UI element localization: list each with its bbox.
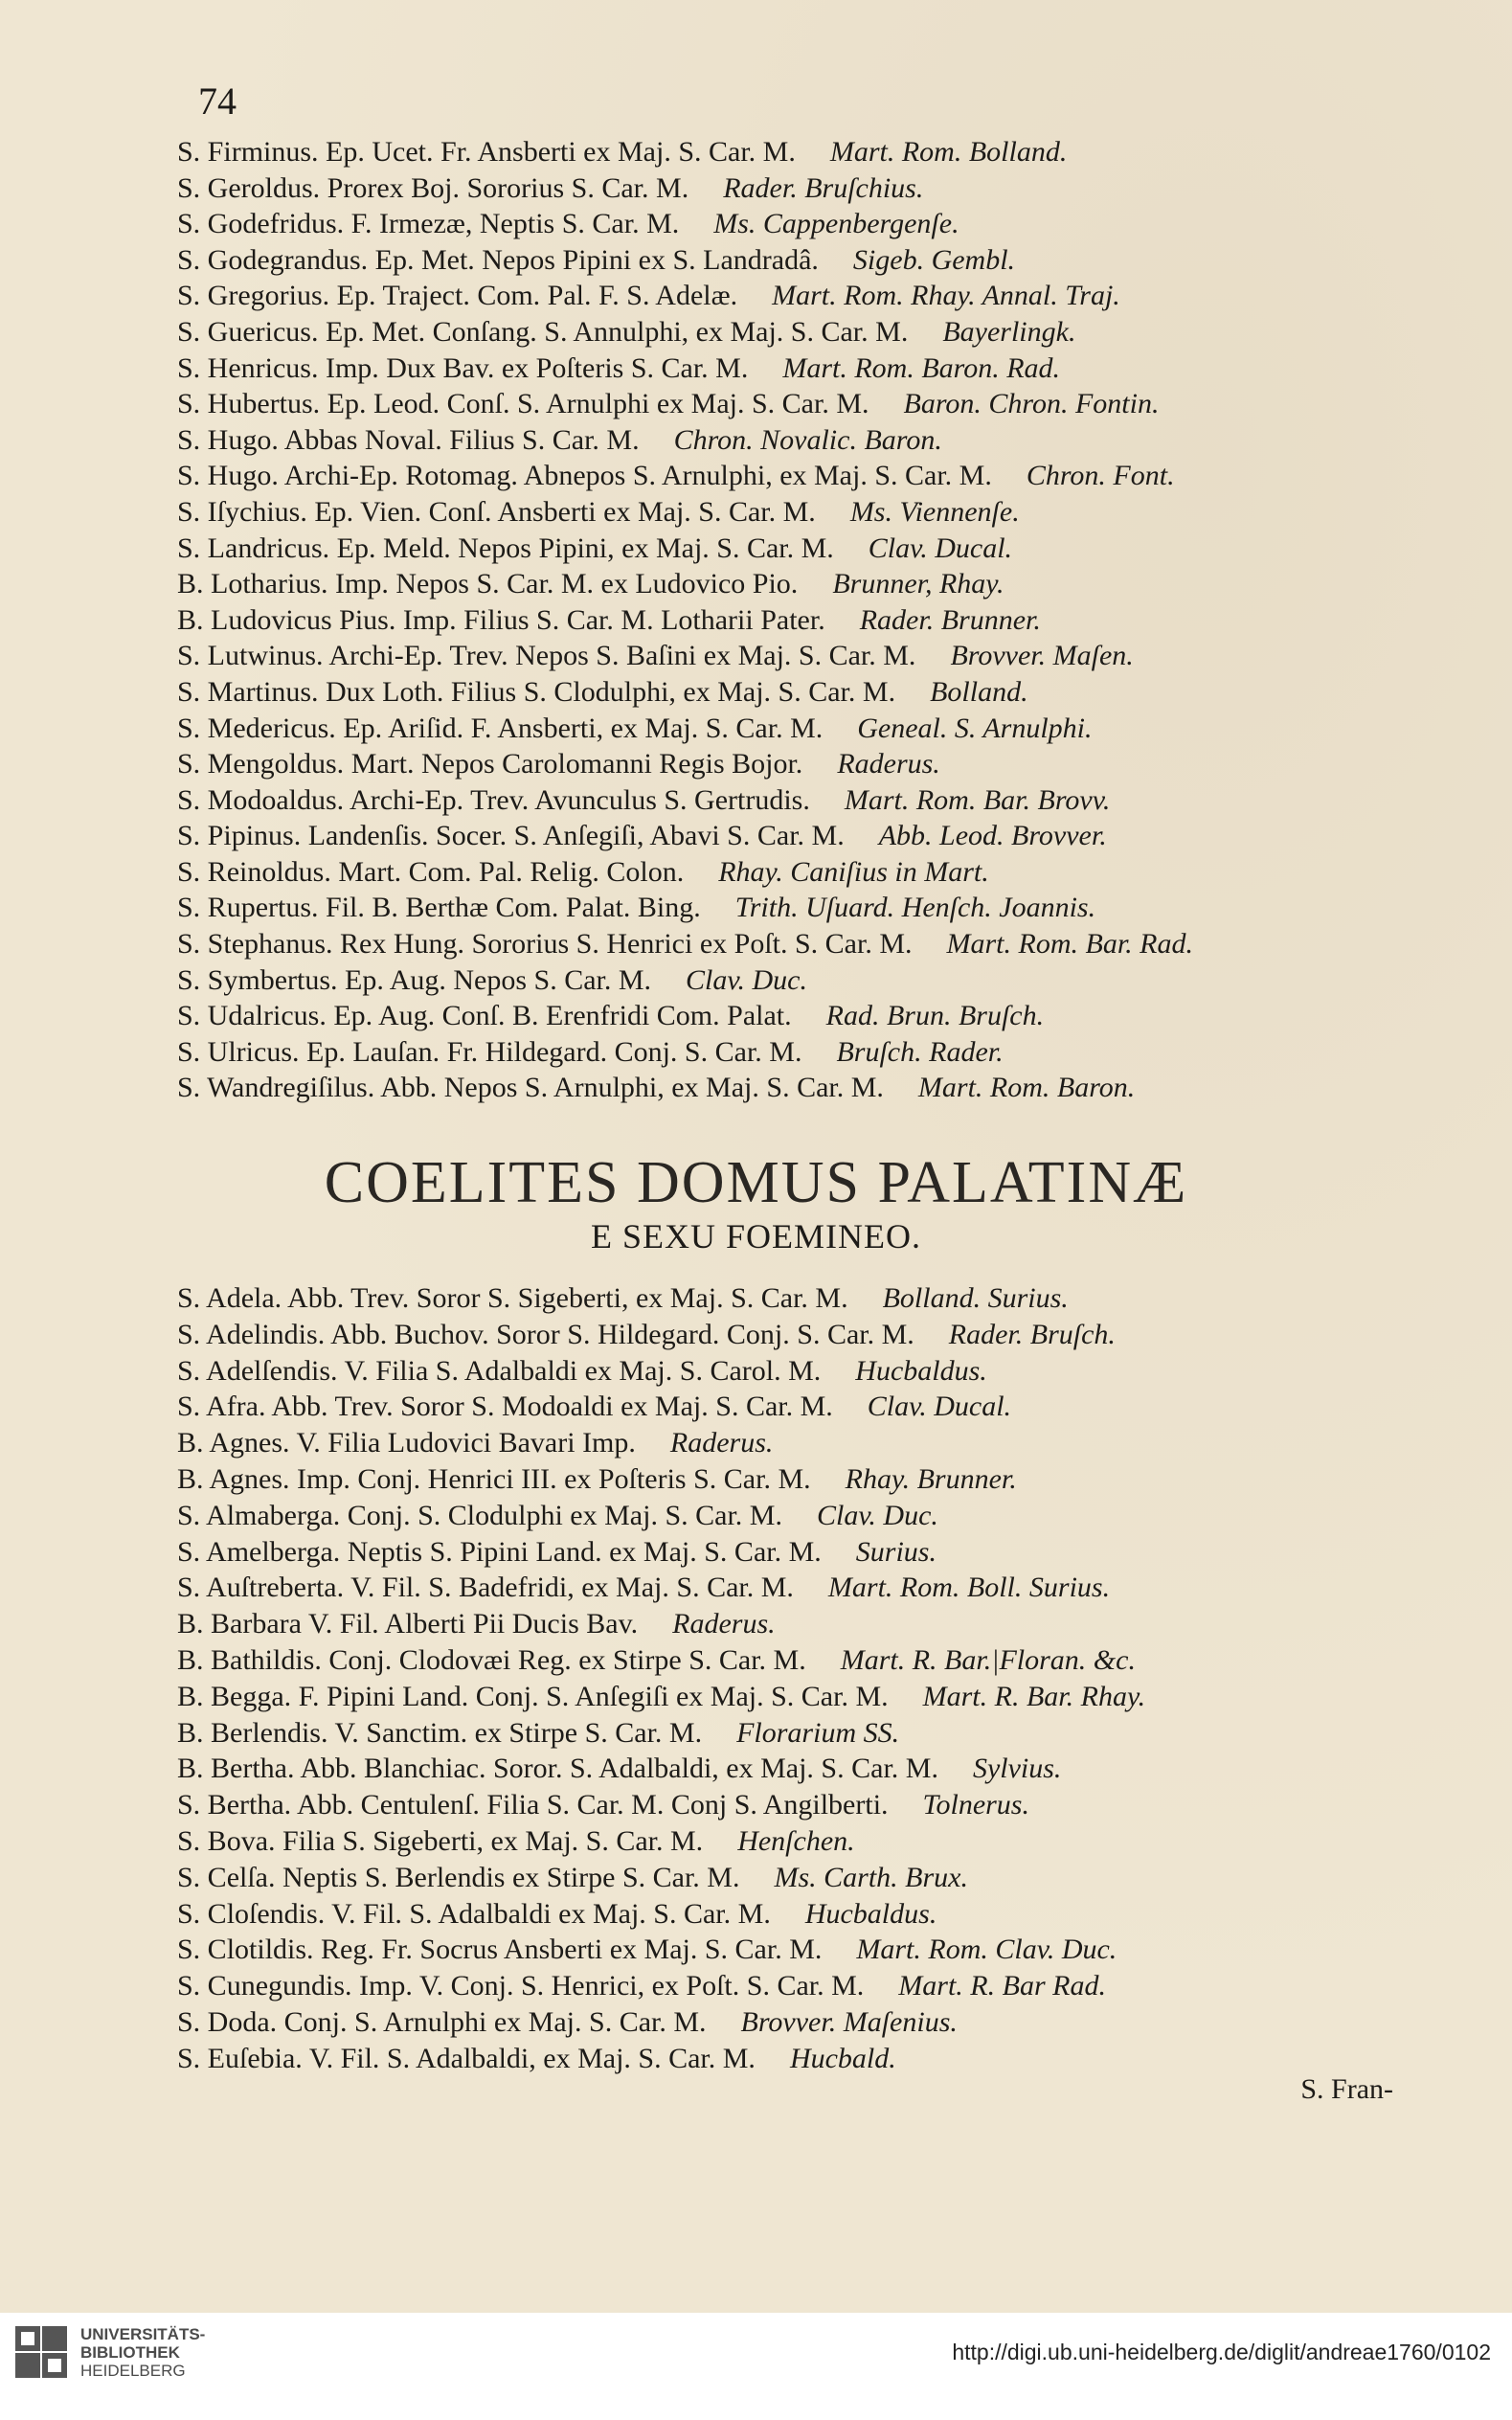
entry-row — [177, 422, 1422, 459]
entry-name: B. Agnes. — [177, 1462, 290, 1495]
entry-description: Abbas Noval. Filius S. Car. M. — [283, 423, 640, 456]
entry-description: Abb. Nepos S. Arnulphi, ex Maj. S. Car. M. — [380, 1072, 884, 1104]
entry-source: Clav. Ducal. — [868, 531, 1013, 564]
entry-name: S. Lutwinus. — [177, 640, 324, 672]
entry-row — [177, 711, 1422, 747]
logo-line-1: UNIVERSITÄTS- — [80, 2325, 206, 2343]
entry-name: S. Hugo. — [177, 423, 279, 456]
entry-row — [177, 1425, 1422, 1461]
entry-row — [177, 1932, 1422, 1968]
entry-source: Trith. Uſuard. Henſch. Joannis. — [734, 892, 1096, 924]
entry-description: F. Irmezæ, Neptis S. Car. M. — [350, 208, 680, 240]
entry-description: Filia S. Sigeberti, ex Maj. S. Car. M. — [282, 1824, 704, 1857]
entry-source: Abb. Leod. Brovver. — [878, 820, 1107, 852]
entry-row — [177, 1498, 1422, 1534]
entry-name: S. Martinus. — [177, 675, 319, 708]
entry-description: Ep. Met. Conſang. S. Annulphi, ex Maj. S. Car. M. — [325, 315, 909, 348]
entry-name: S. Godegrandus. — [177, 243, 369, 276]
entry-name: S. Guericus. — [177, 315, 319, 348]
entry-row — [177, 1070, 1422, 1106]
entry-row — [177, 531, 1422, 567]
entry-row — [177, 746, 1422, 782]
entry-row — [177, 926, 1422, 962]
entry-row — [177, 1642, 1422, 1679]
entry-row — [177, 890, 1422, 926]
section-heading: COELITES DOMUS PALATINÆ — [324, 1150, 1188, 1215]
entry-description: Prorex Boj. Sororius S. Car. M. — [327, 171, 689, 204]
entry-row — [177, 638, 1422, 674]
entry-row — [177, 1787, 1422, 1823]
entry-source: Brovver. Maſenius. — [740, 2005, 958, 2038]
entry-source: Mart. Rom. Baron. Rad. — [782, 351, 1061, 384]
university-library-logo-icon[interactable] — [13, 2324, 69, 2382]
entry-description: Neptis S. Pipini Land. ex Maj. S. Car. M. — [347, 1535, 822, 1568]
entry-source: Ms. Viennenſe. — [849, 495, 1020, 528]
entry-row — [177, 458, 1422, 494]
entry-name: S. Symbertus. — [177, 963, 338, 996]
entry-description: Archi-Ep. Rotomag. Abnepos S. Arnulphi, ex Maj. S. Car. M. — [283, 460, 992, 492]
entry-description: Ep. Aug. Conſ. B. Erenfridi Com. Palat. — [333, 1000, 792, 1032]
entry-row — [177, 1715, 1422, 1752]
entry-source: Sigeb. Gembl. — [852, 243, 1016, 276]
entry-source: Rhay. Brunner. — [845, 1462, 1017, 1495]
entry-name: B. Lotharius. — [177, 568, 328, 600]
entry-source: Mart. Rom. Bar. Brovv. — [844, 783, 1111, 816]
entry-description: Imp. Filius S. Car. M. Lotharii Pater. — [402, 603, 825, 636]
entry-name: S. Clotildis. — [177, 1934, 314, 1966]
entry-row — [177, 854, 1422, 891]
entry-name: S. Cloſendis. — [177, 1897, 326, 1930]
entry-description: V. Filia S. Adalbaldi ex Maj. S. Carol. M. — [344, 1354, 822, 1387]
entry-name: S. Mengoldus. — [177, 748, 345, 780]
entry-name: B. Berlendis. — [177, 1716, 328, 1749]
entry-description: Mart. Nepos Carolomanni Regis Bojor. — [350, 748, 803, 780]
entry-source: Ms. Cappenbergenſe. — [713, 208, 959, 240]
entry-name: B. Bathildis. — [177, 1643, 322, 1676]
entry-name: S. Ulricus. — [177, 1035, 300, 1068]
entry-name: S. Bertha. — [177, 1789, 292, 1821]
entry-name: S. Geroldus. — [177, 171, 321, 204]
logo-line-3: HEIDELBERG — [80, 2362, 186, 2380]
entry-source: Hucbaldus. — [855, 1354, 987, 1387]
entry-name: S. Udalricus. — [177, 1000, 327, 1032]
entry-row — [177, 351, 1422, 387]
entry-description: V. Fil. S. Adalbaldi, ex Maj. S. Car. M. — [308, 2042, 756, 2074]
entry-row — [177, 1389, 1422, 1425]
entry-list-female — [177, 1280, 1422, 2077]
entry-list-male — [177, 134, 1422, 1106]
entry-name: S. Afra. — [177, 1391, 266, 1423]
entry-source: Mart. R. Bar Rad. — [898, 1970, 1106, 2002]
library-footer — [0, 2313, 1512, 2420]
entry-name: S. Pipinus. — [177, 820, 302, 852]
entry-row — [177, 998, 1422, 1034]
entry-source: Rhay. Caniſius in Mart. — [718, 855, 989, 888]
entry-source: Rad. Brun. Bruſch. — [825, 1000, 1045, 1032]
entry-row — [177, 1968, 1422, 2004]
entry-name: S. Rupertus. — [177, 892, 319, 924]
entry-row — [177, 1860, 1422, 1896]
entry-description: Landenſis. Socer. S. Anſegiſi, Abavi S. Car. M. — [307, 820, 845, 852]
library-logo-text[interactable] — [80, 2325, 205, 2380]
entry-source: Hucbald. — [789, 2042, 896, 2074]
entry-description: Imp. Nepos S. Car. M. ex Ludovico Pio. — [335, 568, 799, 600]
entry-name: S. Auſtreberta. — [177, 1572, 345, 1604]
entry-source: Mart. Rom. Bar. Rad. — [946, 928, 1194, 961]
entry-description: Ep. Ucet. Fr. Ansberti ex Maj. S. Car. M. — [326, 136, 796, 168]
entry-source: Ms. Carth. Brux. — [774, 1861, 968, 1893]
entry-name: S. Landricus. — [177, 531, 330, 564]
entry-name: S. Celſa. — [177, 1861, 276, 1893]
entry-source: Clav. Duc. — [686, 963, 807, 996]
entry-name: S. Amelberga. — [177, 1535, 341, 1568]
entry-name: S. Wandregiſilus. — [177, 1072, 375, 1104]
entry-description: Mart. Com. Pal. Relig. Colon. — [338, 855, 685, 888]
entry-description: V. Filia Ludovici Bavari Imp. — [296, 1427, 636, 1459]
entry-row — [177, 602, 1422, 639]
entry-row — [177, 1606, 1422, 1642]
section-subheading: E SEXU FOEMINEO. — [591, 1217, 921, 1255]
entry-row — [177, 1461, 1422, 1498]
entry-source: Henſchen. — [737, 1824, 855, 1857]
entry-row — [177, 206, 1422, 242]
entry-source: Bolland. — [930, 675, 1028, 708]
entry-row — [177, 386, 1422, 422]
entry-description: V. Sanctim. ex Stirpe S. Car. M. — [334, 1716, 703, 1749]
entry-description: Abb. Trev. Soror S. Modoaldi ex Maj. S. Car. M. — [271, 1391, 833, 1423]
entry-source: Mart. R. Bar. Rhay. — [922, 1680, 1146, 1712]
entry-name: B. Agnes. — [177, 1427, 290, 1459]
entry-source: Mart. R. Bar.|Floran. &c. — [840, 1643, 1136, 1676]
entry-source: Bayerlingk. — [942, 315, 1076, 348]
entry-row — [177, 278, 1422, 314]
entry-name: S. Stephanus. — [177, 928, 333, 961]
entry-row — [177, 314, 1422, 351]
entry-description: Conj. Clodovæi Reg. ex Stirpe S. Car. M. — [328, 1643, 806, 1676]
entry-description: Abb. Trev. Soror S. Sigeberti, ex Maj. S. Car. M. — [287, 1282, 848, 1314]
entry-description: Ep. Meld. Nepos Pipini, ex Maj. S. Car. M. — [336, 531, 834, 564]
entry-description: Ep. Met. Nepos Pipini ex S. Landradâ. — [374, 243, 819, 276]
entry-source: Bolland. Surius. — [882, 1282, 1069, 1314]
entry-source: Surius. — [855, 1535, 937, 1568]
entry-row — [177, 1896, 1422, 1933]
entry-source: Brovver. Maſen. — [950, 640, 1134, 672]
catchword: S. Fran- — [1300, 2073, 1393, 2105]
entry-source: Chron. Novalic. Baron. — [673, 423, 942, 456]
entry-name: S. Adela. — [177, 1282, 282, 1314]
entry-source: Raderus. — [837, 748, 940, 780]
entry-source: Rader. Bruſchius. — [723, 171, 924, 204]
entry-description: Ep. Aug. Nepos S. Car. M. — [345, 963, 652, 996]
entry-description: V. Fil. Alberti Pii Ducis Bav. — [307, 1608, 639, 1640]
entry-description: Abb. Centulenſ. Filia S. Car. M. Conj S. Angilberti. — [297, 1789, 889, 1821]
entry-source: Clav. Duc. — [816, 1499, 938, 1531]
entry-row — [177, 242, 1422, 279]
entry-name: S. Reinoldus. — [177, 855, 331, 888]
entry-source: Bruſch. Rader. — [836, 1035, 1004, 1068]
entry-name: S. Adelſendis. — [177, 1354, 338, 1387]
entry-name: S. Hubertus. — [177, 388, 321, 420]
entry-row — [177, 1679, 1422, 1715]
entry-source: Florarium SS. — [736, 1716, 900, 1749]
entry-row — [177, 1280, 1422, 1317]
entry-description: Ep. Traject. Com. Pal. F. S. Adelæ. — [336, 280, 738, 312]
entry-source: Mart. Rom. Clav. Duc. — [856, 1934, 1117, 1966]
entry-name: B. Barbara — [177, 1608, 302, 1640]
entry-description: Imp. Dux Bav. ex Poſteris S. Car. M. — [325, 351, 749, 384]
entry-description: Abb. Buchov. Soror S. Hildegard. Conj. S. Car. M. — [330, 1318, 914, 1350]
entry-name: B. Ludovicus Pius. — [177, 603, 396, 636]
entry-source: Mart. Rom. Bolland. — [829, 136, 1068, 168]
entry-row — [177, 674, 1422, 711]
entry-description: Fil. B. Berthæ Com. Palat. Bing. — [326, 892, 701, 924]
entry-name: S. Firminus. — [177, 136, 319, 168]
entry-row — [177, 1570, 1422, 1606]
entry-description: Conj. S. Arnulphi ex Maj. S. Car. M. — [283, 2005, 707, 2038]
entry-name: S. Hugo. — [177, 460, 279, 492]
entry-description: Archi-Ep. Trev. Nepos S. Baſini ex Maj. S. Car. M. — [328, 640, 916, 672]
logo-line-2: BIBLIOTHEK — [80, 2343, 180, 2362]
entry-description: V. Fil. S. Badefridi, ex Maj. S. Car. M. — [350, 1572, 794, 1604]
permalink-url[interactable]: http://digi.ub.uni-heidelberg.de/diglit/andreae1760/0102 — [952, 2340, 1491, 2364]
entry-description: Reg. Fr. Socrus Ansberti ex Maj. S. Car. M. — [321, 1934, 823, 1966]
entry-row — [177, 566, 1422, 602]
entry-name: B. Begga. — [177, 1680, 292, 1712]
entry-description: Neptis S. Berlendis ex Stirpe S. Car. M. — [282, 1861, 740, 1893]
entry-description: Rex Hung. Sororius S. Henrici ex Poſt. S. Car. M. — [340, 928, 913, 961]
entry-description: F. Pipini Land. Conj. S. Anſegiſi ex Maj. S. Car. M. — [298, 1680, 889, 1712]
entry-name: S. Godefridus. — [177, 208, 345, 240]
entry-source: Chron. Font. — [1026, 460, 1175, 492]
entry-name: B. Bertha. — [177, 1753, 295, 1785]
entry-source: Tolnerus. — [922, 1789, 1029, 1821]
entry-row — [177, 1534, 1422, 1571]
entry-name: S. Almaberga. — [177, 1499, 341, 1531]
entry-source: Mart. Rom. Baron. — [917, 1072, 1136, 1104]
entry-description: Dux Loth. Filius S. Clodulphi, ex Maj. S. Car. M. — [326, 675, 896, 708]
entry-source: Geneal. S. Arnulphi. — [857, 712, 1093, 744]
page-number: 74 — [198, 79, 237, 123]
entry-source: Rader. Bruſch. — [948, 1318, 1116, 1350]
entry-row — [177, 494, 1422, 531]
entry-description: Ep. Lauſan. Fr. Hildegard. Conj. S. Car. M. — [306, 1035, 802, 1068]
entry-description: Ep. Vien. Conſ. Ansberti ex Maj. S. Car. M. — [314, 495, 816, 528]
entry-row — [177, 170, 1422, 207]
entry-description: Ep. Leod. Conſ. S. Arnulphi ex Maj. S. Car. M. — [327, 388, 869, 420]
entry-row — [177, 1034, 1422, 1071]
entry-row — [177, 818, 1422, 854]
entry-description: Ep. Ariſid. F. Ansberti, ex Maj. S. Car. M. — [343, 712, 824, 744]
entry-row — [177, 782, 1422, 819]
entry-row — [177, 1751, 1422, 1787]
entry-source: Mart. Rom. Boll. Surius. — [827, 1572, 1111, 1604]
entry-row — [177, 1353, 1422, 1390]
entry-source: Hucbaldus. — [804, 1897, 937, 1930]
entry-description: V. Fil. S. Adalbaldi ex Maj. S. Car. M. — [331, 1897, 771, 1930]
entry-source: Clav. Ducal. — [867, 1391, 1012, 1423]
entry-row — [177, 1823, 1422, 1860]
entry-name: S. Doda. — [177, 2005, 278, 2038]
entry-source: Baron. Chron. Fontin. — [903, 388, 1160, 420]
entry-description: Imp. Conj. Henrici III. ex Poſteris S. Car. M. — [297, 1462, 811, 1495]
entry-source: Raderus. — [672, 1608, 776, 1640]
entry-description: Archi-Ep. Trev. Avunculus S. Gertrudis. — [350, 783, 810, 816]
entry-description: Abb. Blanchiac. Soror. S. Adalbaldi, ex Maj. S. Car. M. — [300, 1753, 938, 1785]
entry-name: S. Modoaldus. — [177, 783, 345, 816]
entry-name: S. Adelindis. — [177, 1318, 326, 1350]
entry-source: Brunner, Rhay. — [832, 568, 1004, 600]
entry-name: S. Gregorius. — [177, 280, 330, 312]
entry-name: S. Iſychius. — [177, 495, 307, 528]
entry-row — [177, 1317, 1422, 1353]
entry-source: Raderus. — [669, 1427, 774, 1459]
entry-name: S. Euſebia. — [177, 2042, 303, 2074]
entry-name: S. Henricus. — [177, 351, 319, 384]
entry-description: Conj. S. Clodulphi ex Maj. S. Car. M. — [347, 1499, 782, 1531]
entry-source: Rader. Brunner. — [859, 603, 1041, 636]
entry-row — [177, 2004, 1422, 2041]
entry-row — [177, 962, 1422, 999]
entry-source: Sylvius. — [972, 1753, 1062, 1785]
entry-description: Imp. V. Conj. S. Henrici, ex Poſt. S. Car. M. — [359, 1970, 865, 2002]
entry-name: S. Cunegundis. — [177, 1970, 352, 2002]
entry-row — [177, 134, 1422, 170]
entry-name: S. Medericus. — [177, 712, 336, 744]
entry-source: Mart. Rom. Rhay. Annal. Traj. — [772, 280, 1120, 312]
entry-name: S. Bova. — [177, 1824, 276, 1857]
entry-row — [177, 2041, 1422, 2077]
